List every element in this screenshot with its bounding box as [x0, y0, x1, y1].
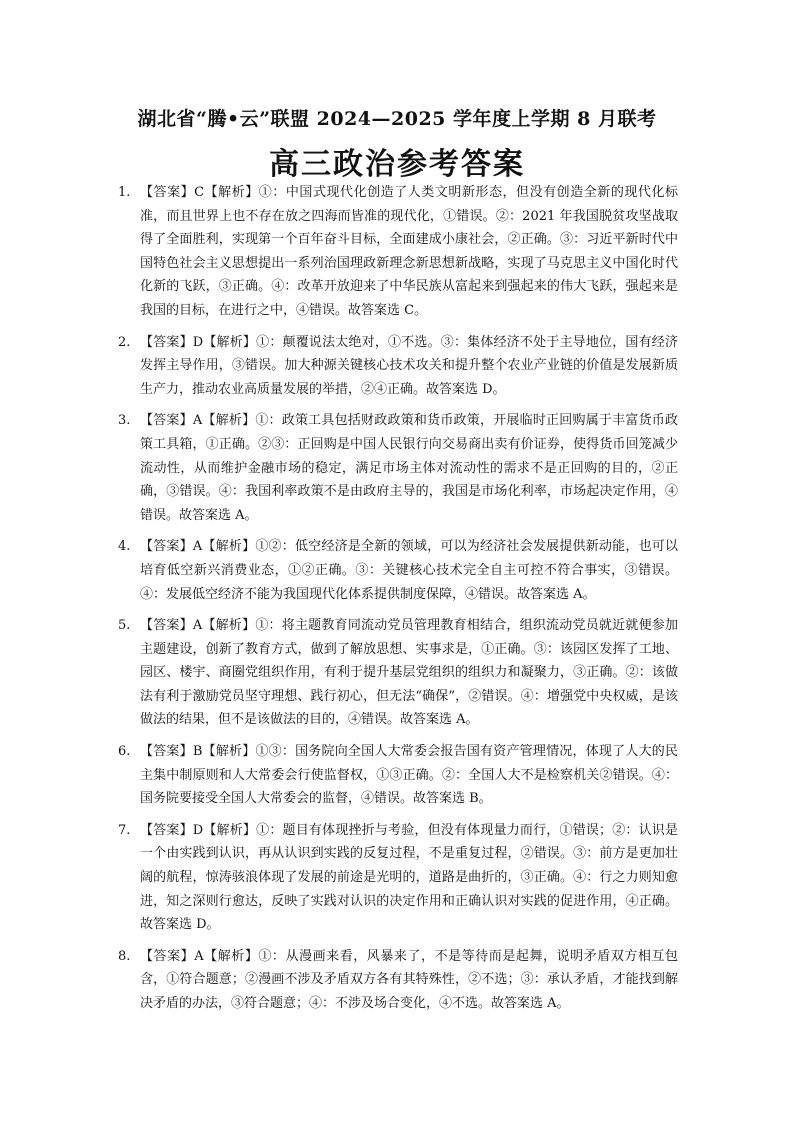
page-title: 高三政治参考答案 — [269, 147, 525, 182]
answer-text: 【答案】B【解析】①③：国务院向全国人大常委会报告国有资产管理情况，体现了人大的民主集中制原则和人大常委会行使监督权，①③正确。②：全国人大不是检察机关②错误。④：国务院要接受全国人大常委会的监督，④错误。故答案选 B。 — [140, 744, 678, 807]
answer-item-5 — [118, 614, 678, 732]
answer-item-3 — [118, 409, 678, 527]
answer-list — [118, 181, 678, 1024]
answer-text: 【答案】A【解析】①②：低空经济是全新的领域，可以为经济社会发展提供新动能，也可以培育低空新兴消费业态，①②正确。③：关键核心技术完全自主可控不符合事实，③错误。④：发展低空经济不能为我国现代化体系提供制度保障，④错误。故答案选 A。 — [140, 539, 678, 602]
answer-item-1 — [118, 181, 678, 323]
answer-number: 4. — [118, 539, 131, 555]
answer-text: 【答案】C【解析】①：中国式现代化创造了人类文明新形态，但没有创造全新的现代化标准，而且世界上也不存在放之四海而皆准的现代化，①错误。②：2021 年我国脱贫攻坚战取得了全面胜利，实现第一个百年奋斗目标，全面建成小康社会，②正确。③：习近平新时代中国特色社会主义思想提出一系列治国理政新理念新思想新战略，实现了马克思主义中国化时代化新的飞跃，③正确。④：改革开放迎来了中华民族从富起来到强起来的伟大飞跃，强起来是我国的目标，在进行之中，④错误。故答案选 C。 — [140, 185, 678, 318]
answer-item-4 — [118, 535, 678, 606]
answer-number: 6. — [118, 744, 131, 760]
answer-text: 【答案】D【解析】①：颠覆说法太绝对，①不选。③：集体经济不处于主导地位，国有经济发挥主导作用，③错误。加大种源关键核心技术攻关和提升整个农业产业链的价值是发展新质生产力，推动农业高质量发展的举措，②④正确。故答案选 D。 — [140, 334, 678, 397]
answer-text: 【答案】A【解析】①：从漫画来看，风暴来了，不是等待而是起舞，说明矛盾双方相互包含，①符合题意；②漫画不涉及矛盾双方各有其特殊性，②不选；③：承认矛盾，才能找到解决矛盾的办法，③符合题意；④：不涉及场合变化，④不选。故答案选 A。 — [140, 948, 678, 1011]
answer-number: 3. — [118, 413, 131, 429]
answer-number: 2. — [118, 334, 131, 350]
answer-item-8 — [118, 945, 678, 1016]
answer-text: 【答案】A【解析】①：政策工具包括财政政策和货币政策，开展临时正回购属于丰富货币政策工具箱，①正确。②③：正回购是中国人民银行向交易商出卖有价证券，使得货币回笼减少流动性，从而维护金融市场的稳定，满足市场主体对流动性的需求不是正回购的目的，②正确，③错误。④：我国利率政策不是由政府主导的，我国是市场化利率，市场起决定作用，④错误。故答案选 A。 — [140, 413, 678, 523]
answer-text: 【答案】D【解析】①：题目有体现挫折与考验，但没有体现量力而行，①错误；②：认识是一个由实践到认识，再从认识到实践的反复过程，不是重复过程，②错误。③：前方是更加壮阔的航程，惊涛骇浪体现了发展的前途是光明的，道路是曲折的，③正确。④：行之力则知愈进，知之深则行愈达，反映了实践对认识的决定作用和正确认识对实践的促进作用，④正确。故答案选 D。 — [140, 822, 678, 933]
answer-item-2 — [118, 331, 678, 402]
answer-number: 5. — [118, 618, 131, 634]
answer-number: 7. — [118, 822, 131, 838]
answer-text: 【答案】A【解析】①：将主题教育同流动党员管理教育相结合，组织流动党员就近就便参加主题建设，创新了教育方式，做到了解放思想、实事求是，①正确。③：该园区发挥了工地、园区、楼宇、商圈党组织作用，有利于提升基层党组织的组织力和凝聚力，③正确。②：该做法有利于激励党员坚守理想、践行初心，但无法“确保”，②错误。④：增强党中央权威，是该做法的结果，但不是该做法的目的，④错误。故答案选 A。 — [140, 618, 678, 728]
answer-number: 8. — [118, 948, 131, 964]
exam-header: 湖北省“腾•云”联盟 2024—2025 学年度上学期 8 月联考 — [137, 108, 657, 130]
answer-item-6 — [118, 740, 678, 811]
answer-number: 1. — [118, 185, 131, 200]
answer-item-7 — [118, 819, 678, 937]
